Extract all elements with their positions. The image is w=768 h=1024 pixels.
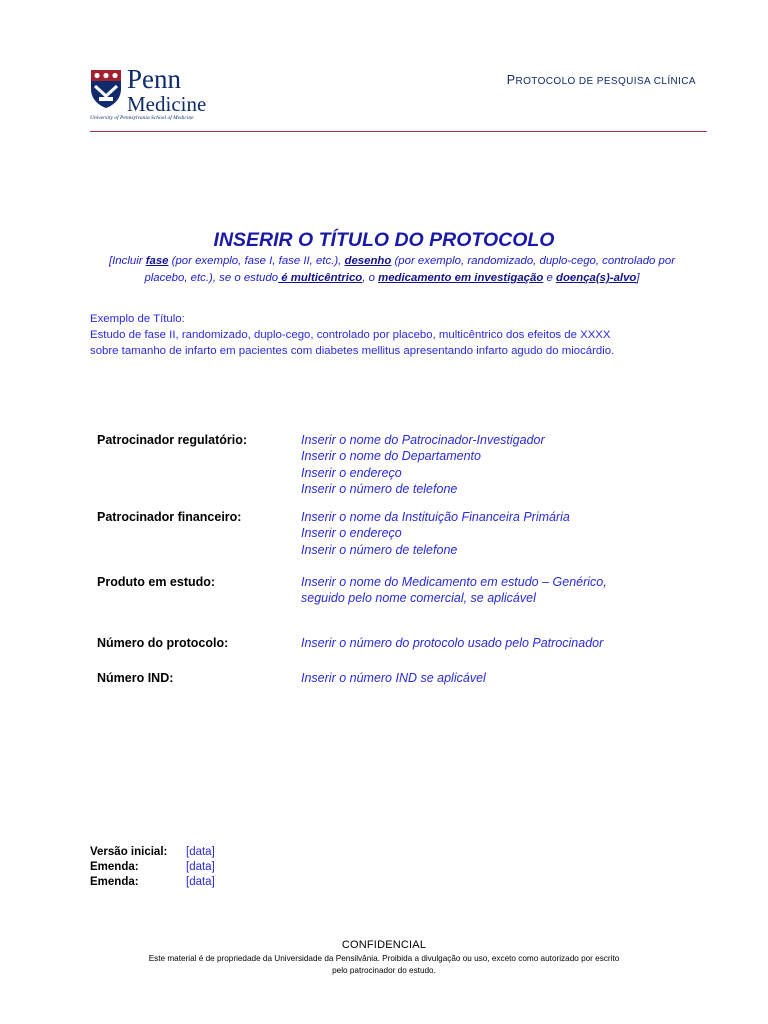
protocol-number-value: Inserir o número do protocolo usado pelo Patrocinador	[301, 636, 604, 650]
regulatory-sponsor-name: Inserir o nome do Patrocinador-Investigador	[301, 433, 545, 447]
study-product-line-2: seguido pelo nome comercial, se aplicável	[301, 591, 536, 606]
regulatory-sponsor-address: Inserir o endereço	[301, 465, 402, 480]
amendment-2-label: Emenda:	[90, 876, 139, 888]
logo-wordmark-penn: Penn	[127, 64, 181, 94]
ind-number-label: Número IND:	[97, 671, 174, 685]
financial-sponsor-name: Inserir o nome da Instituição Financeira Primária	[301, 510, 570, 524]
amendment-2-date: [data]	[186, 876, 215, 888]
document-type-initial: P	[506, 73, 516, 87]
shield-icon	[90, 69, 122, 109]
version-initial-date: [data]	[186, 846, 215, 858]
notice-line-1: Este material é de propriedade da Universidade da Pensilvânia. Proibida a divulgação ou uso, exceto como autorizado por escrito	[148, 954, 620, 963]
header-divider	[90, 131, 707, 132]
document-type-rest: ROTOCOLO DE PESQUISA CLÍNICA	[515, 76, 696, 87]
study-product-value	[301, 574, 677, 607]
amendment-1-date: [data]	[186, 861, 215, 873]
example-line-2: sobre tamanho de infarto em pacientes com diabetes mellitus apresentando infarto agudo do miocárdio.	[90, 345, 615, 357]
keyword-multicentrico: é multicêntrico	[278, 272, 363, 284]
logo-school-name: University of Pennsylvania School of Medicine	[90, 115, 194, 121]
keyword-medicamento: medicamento em investigação	[378, 272, 544, 284]
regulatory-sponsor-label: Patrocinador regulatório:	[97, 433, 248, 447]
financial-sponsor-value	[301, 509, 677, 558]
regulatory-sponsor-value	[301, 432, 677, 497]
document-type-label	[507, 73, 696, 87]
study-product-label: Produto em estudo:	[97, 575, 216, 589]
protocol-number-label: Número do protocolo:	[97, 636, 229, 650]
title-example	[90, 311, 700, 359]
example-label: Exemplo de Título:	[90, 313, 185, 325]
keyword-fase: fase	[145, 255, 169, 267]
study-product-line-1: Inserir o nome do Medicamento em estudo – Genérico,	[301, 575, 607, 589]
notice-line-2: pelo patrocinador do estudo.	[332, 966, 436, 975]
ind-number-value: Inserir o número IND se aplicável	[301, 671, 486, 685]
version-initial-label: Versão inicial:	[90, 846, 168, 858]
financial-sponsor-label: Patrocinador financeiro:	[97, 510, 242, 524]
financial-sponsor-address: Inserir o endereço	[301, 526, 402, 541]
title-instructions: [Incluir fase (por exemplo, fase I, fase II, etc.), desenho (por exemplo, randomizado, duplo-cego, controlado por placebo, etc.), se o estudo é multicêntrico, o medicamento em investigação e doença(s)-alvo]	[108, 255, 676, 284]
regulatory-sponsor-department: Inserir o nome do Departamento	[301, 449, 481, 464]
confidentiality-notice	[84, 953, 684, 977]
example-line-1: Estudo de fase II, randomizado, duplo-cego, controlado por placebo, multicêntrico dos efeitos de XXXX	[90, 329, 611, 341]
amendment-1-label: Emenda:	[90, 861, 139, 873]
penn-medicine-logo	[90, 64, 220, 128]
confidential-label: CONFIDENCIAL	[341, 939, 427, 951]
keyword-doenca: doença(s)-alvo	[555, 272, 637, 284]
financial-sponsor-phone: Inserir o número de telefone	[301, 542, 458, 557]
keyword-desenho: desenho	[344, 255, 392, 267]
logo-wordmark-medicine: Medicine	[127, 92, 207, 116]
protocol-title: INSERIR O TÍTULO DO PROTOCOLO	[213, 229, 555, 251]
regulatory-sponsor-phone: Inserir o número de telefone	[301, 481, 458, 496]
